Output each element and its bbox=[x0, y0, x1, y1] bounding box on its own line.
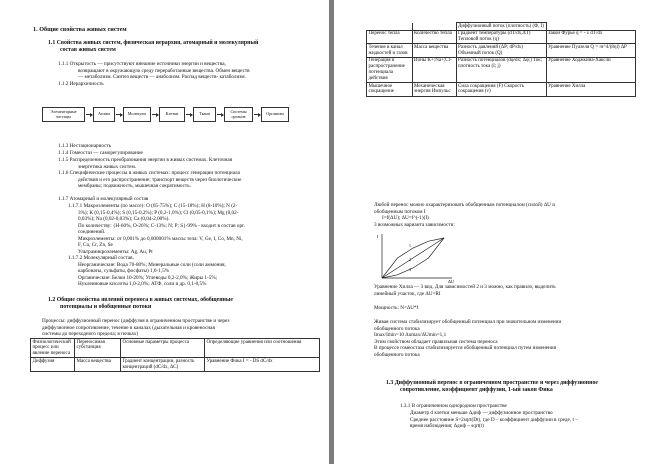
stab-6: обобщенного потока bbox=[374, 351, 420, 358]
table-cell: Разность потенциалов (dφ/dx; Δφ;) Ток; плотность тока (I; j) bbox=[456, 57, 546, 82]
table-cell: Сила сокращения (F) Скорость сокращения (v) bbox=[456, 83, 546, 97]
note-1: Уравнение Хилла — 3 вид. Для зависимостей 2 и 3 можно, как правило, выделить bbox=[374, 284, 556, 290]
y-axis-label: I bbox=[377, 234, 379, 239]
flow-box-tissues: Ткани bbox=[193, 107, 216, 122]
para-specific-2: действия и его распространение; транспорт веществ через биологические bbox=[78, 176, 242, 183]
table-cell: Диффузионный поток (плотность) (Ф, I) bbox=[456, 23, 546, 31]
heading-1-3: 1.3 Диффузионный перенос в ограниченном пространстве и через диффузионное bbox=[386, 380, 598, 386]
proc-2: диффузионное сопротивление, течение в каналах (дыхательная и кровеносная bbox=[42, 324, 215, 331]
series-label-1: 1 bbox=[409, 243, 411, 248]
mol-2: карбонаты, сульфаты, фосфаты) 1,0-1,5% bbox=[78, 268, 170, 274]
proc-3: системы до переходного предела; в почках) bbox=[42, 331, 139, 337]
flow-arrow bbox=[116, 114, 122, 115]
gen-variants: 3 возможных варианта зависимости: bbox=[374, 221, 455, 228]
para-energy-2: энергетика живых систем. bbox=[78, 163, 137, 170]
gen-formula: I=f(ΔU); ΔU=f^(-1)(I) bbox=[382, 215, 429, 221]
stab-5: В процессе гомеостаза стабилизируется обобщенный потенциал путем изменения bbox=[374, 345, 556, 351]
heading-1-1-cont: состав живых систем bbox=[60, 47, 116, 53]
table-cell: Градиент концентрации, разность концентраций (dC/dx, ΔC) bbox=[121, 358, 205, 372]
table-cell: Уравнение Пуазеля Q = πr^4/(8ηl) ΔP bbox=[546, 44, 636, 58]
table-row bbox=[367, 44, 636, 58]
diff-2: Среднее расстояние S=2sqrt(Dt), где D – коэффициент диффузии в среде, t – bbox=[410, 416, 578, 423]
stab-3: Imax/Imin=10 Δumax/ΔUmin=1,1 bbox=[374, 332, 447, 338]
micro-1: Микроэлементы: от 0,001% до 0,000001% массы тела: V, Ge, I, Co, Mn, Ni, bbox=[78, 235, 243, 242]
flow-box-organ-systems: Системы органов bbox=[224, 107, 253, 122]
table-cell: Уравнение Хилла bbox=[546, 83, 636, 97]
macro-4: По количеству: {H-60%, O-26%; C-13%; N; P; S}-99% - входит в состав орг. bbox=[78, 222, 245, 229]
heading-1-3-cont: сопротивление, коэффициент диффузии, 1-ый закон Фика bbox=[400, 387, 553, 393]
gen-1: Любой перенос можно охарактеризовать обобщенным потенциалом (силой) ΔU и bbox=[374, 202, 555, 208]
flow-arrow bbox=[152, 114, 158, 115]
transport-table-1 bbox=[30, 338, 320, 372]
table-cell: Количество тепла bbox=[412, 30, 456, 44]
gen-2: обобщенным потоком I bbox=[374, 208, 426, 215]
page-2 bbox=[334, 0, 666, 464]
micro-2: F, Cu, Cr, Zn, Se bbox=[78, 242, 113, 248]
table-header-row bbox=[31, 339, 320, 358]
para-openness-1: 1.1.1 Открытость — присутствуют внешние источники энергии и вещества, bbox=[58, 61, 226, 67]
stab-2: обобщенного потока bbox=[374, 325, 420, 332]
heading-1-2-cont: потенциалы и обобщенные потоки bbox=[60, 304, 152, 310]
series-label-2: 2 bbox=[409, 257, 411, 262]
macro-1: 1.1.7.1 Макроэлементы (по массе): O (65-75%); C (15-18%); H (8-10%); N (2- bbox=[68, 203, 238, 209]
para-openness-3: — метаболизм. Синтез веществ — анаболизм. Распад веществ- катаболизм. bbox=[78, 74, 246, 80]
flow-box-organism: Организм bbox=[261, 107, 289, 122]
macro-2: 3%); K (0,15-0,4%); S (0,15-0,2%); P (0,2-1,0%); Cl (0,05-0,1%); Mg (0,02- bbox=[78, 209, 239, 216]
para-energy-1: 1.1.5 Распределенность преобразования энергии в живых системах. Клеточная bbox=[58, 157, 233, 163]
para-hierarchy: 1.1.2 Иерархичность bbox=[58, 81, 104, 87]
table-cell: Разность давлений (ΔP; dP/dx) Объемный поток (Q) bbox=[456, 44, 546, 58]
flow-box-cells: Клетки bbox=[159, 107, 185, 122]
table-cell: Перенос тепла bbox=[367, 30, 413, 44]
table-cell: Ионы K+;Na+;Cl- bbox=[412, 57, 456, 82]
table-cell: Масса вещества bbox=[412, 44, 456, 58]
table-cell: Диффузия bbox=[31, 358, 75, 372]
macro-3: 0,03%); Na (0,02-0,03%); Ca (0,04-2,00%). bbox=[78, 216, 170, 222]
table-cell: Масса вещества bbox=[75, 358, 121, 372]
flow-arrow bbox=[86, 114, 92, 115]
flow-box-particles: Элементарные частицы bbox=[42, 107, 85, 122]
table-cell: Уравнение Ходжкина-Хаксли bbox=[546, 57, 636, 82]
table-cell: Генерация и распространение потенциала действия bbox=[367, 57, 413, 82]
series-line-2 bbox=[382, 238, 444, 278]
table-cell: Основные параметры процесса bbox=[121, 339, 205, 358]
note-2: линейный участок, где ΔU=RI bbox=[374, 290, 441, 297]
flow-arrow bbox=[217, 114, 223, 115]
macro-5: соединений. bbox=[78, 229, 106, 235]
heading-1-2: 1.2 Общие свойства явлений переноса в живых системах, обобщенные bbox=[48, 297, 233, 303]
transport-table-2 bbox=[366, 22, 636, 97]
table-row bbox=[367, 23, 636, 31]
table-row bbox=[31, 358, 320, 372]
flow-arrow bbox=[186, 114, 192, 115]
flow-box-atoms: Атомы bbox=[93, 107, 115, 122]
mol-4: Нуклеиновые кислоты 1,0-2,0%; АТФ, соли и др. 0,1-0,5% bbox=[78, 281, 207, 287]
table-cell: Определяющие уравнения или соотношения bbox=[205, 339, 320, 358]
table-cell: Закон Фурье q = - λ dT/dx bbox=[546, 30, 636, 44]
heading-1: 1. Общие свойства живых систем bbox=[33, 26, 127, 33]
para-specific-3: мембраны; подвижность, мышечная сократимость. bbox=[78, 183, 191, 189]
table-cell: Механическая энергия Импульс bbox=[412, 83, 456, 97]
table-row bbox=[367, 83, 636, 97]
table-row bbox=[367, 30, 636, 44]
table-row bbox=[367, 57, 636, 82]
power-formula: Мощность: N=ΔU*I bbox=[374, 305, 419, 311]
potential-flow-chart bbox=[374, 230, 494, 285]
mol-1: Неорганические: Вода 70-80%; Минеральные соли (соли аммония, bbox=[78, 261, 226, 268]
table-cell: Течение в канал жидкостей и газов bbox=[367, 44, 413, 58]
x-axis-label: ΔU bbox=[448, 279, 455, 284]
page-1 bbox=[0, 0, 329, 464]
para-composition: 1.1.7 Атомарный и молекулярный состав bbox=[58, 196, 149, 202]
stab-1: Живая система стабилизирует обобщенный потенциал при значительном изменении bbox=[374, 319, 562, 325]
flow-arrow bbox=[254, 114, 260, 115]
proc-1: Процессы: диффузионный перенос (диффузия в ограниченном пространстве и через bbox=[42, 318, 230, 324]
table-cell: Физиологический процесс или явление переноса bbox=[31, 339, 75, 358]
table-cell: Переносимая субстанция bbox=[75, 339, 121, 358]
series-label-3: 3 bbox=[409, 267, 411, 272]
heading-1-1: 1.1 Свойства живых систем, физическая иерархия, атомарный и молекулярный bbox=[48, 40, 259, 46]
mol-3: Органические: Белки 10-20%; Углеводы 0,2-2,0%; Жиры 1-5%; bbox=[78, 274, 218, 281]
sub-1-3-1: 1.3.1 В ограниченном однородном пространстве bbox=[400, 403, 507, 409]
flow-box-molecules: Молекулы bbox=[123, 107, 151, 122]
table-cell: Мышечное сокращение bbox=[367, 83, 413, 97]
para-specific-1: 1.1.6 Специфические процессы в живых системах: процесс генерации потенциала bbox=[58, 170, 240, 176]
diff-3: время наблюдения; Δдиф ~ sqrt(t) bbox=[410, 423, 484, 429]
mol-title: 1.1.7.2 Молекулярный состав. bbox=[68, 255, 134, 261]
para-nonstationary: 1.1.3 Нестационарность bbox=[58, 143, 112, 149]
table-cell: Градиент температуры (dT/dx,ΔT) Тепловой поток (q) bbox=[456, 30, 546, 44]
stab-4: Этим свойством обладает правильная система переноса bbox=[374, 338, 498, 345]
para-openness-2: возвращают в окружающую среду переработанные вещества. Обмен веществ bbox=[78, 67, 250, 74]
para-homeostasis: 1.1.4 Гомеостаз — саморегулирование bbox=[58, 150, 143, 156]
table-cell: Уравнение Фика I = - DS dC/dx bbox=[205, 358, 320, 372]
ultramicro: Ультрамикроэлементы: Ag, Au, Pt bbox=[78, 248, 153, 255]
diff-1: Диаметр d клетки меньше Δдиф — диффузионное пространство bbox=[410, 410, 553, 416]
